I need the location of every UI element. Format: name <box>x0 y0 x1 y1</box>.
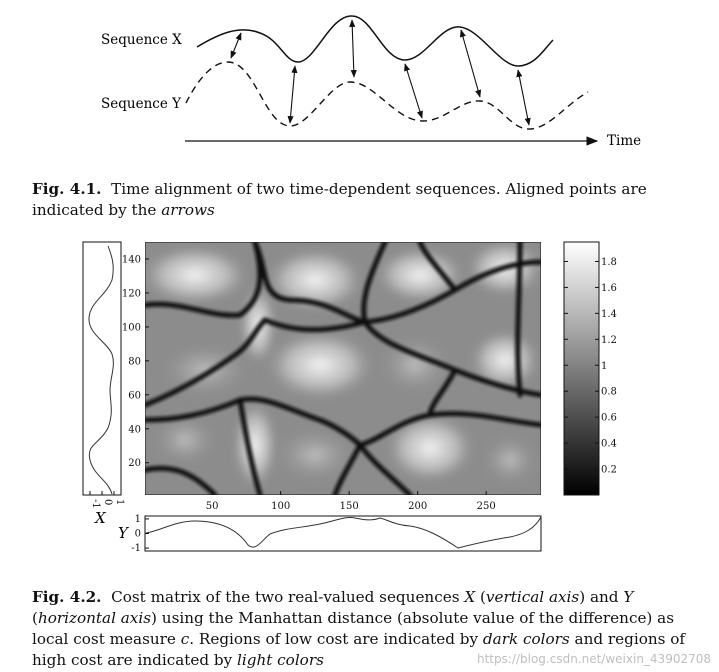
y-axis-label: Y <box>118 524 128 542</box>
colorbar <box>564 242 599 495</box>
figure-4-2-caption-part: dark colors <box>482 630 570 648</box>
heatmap-x-tick-label: 150 <box>339 501 359 512</box>
y-sequence-tick-label: 0 <box>134 528 141 540</box>
figure-4-2-caption-part: ) and <box>579 588 624 606</box>
figure-4-2-tag: Fig. 4.2. <box>32 588 102 606</box>
heatmap-x-tick-label: 50 <box>205 501 219 512</box>
colorbar-tick-label: 0.6 <box>601 412 617 424</box>
figure-4-1-tag: Fig. 4.1. <box>32 180 102 198</box>
y-sequence-tick-label: -1 <box>131 543 141 555</box>
heatmap-x-tick-label: 250 <box>476 501 496 512</box>
figure-4-2-caption-part: X <box>464 588 476 606</box>
figure-4-1-caption-italic: arrows <box>161 201 215 219</box>
figure-4-2-caption-part: and regions of high cost are indicated by <box>32 630 686 669</box>
figure-4-2-caption-part: vertical axis <box>485 588 580 606</box>
figure-4-2-caption-part: ( <box>475 588 486 606</box>
colorbar-tick-label: 0.4 <box>601 438 617 450</box>
x-sequence-tick-label: 0 <box>102 499 113 506</box>
heatmap-y-tick-label: 140 <box>121 254 141 266</box>
time-label: Time <box>607 133 642 149</box>
figure-4-1-caption-text: Time alignment of two time-dependent sequences. Aligned points are indicated by the <box>32 180 647 219</box>
colorbar-tick-label: 0.8 <box>601 386 617 398</box>
colorbar-tick-label: 1.4 <box>601 308 617 320</box>
colorbar-tick-label: 1.8 <box>601 256 617 268</box>
y-sequence-plot <box>145 516 541 551</box>
figure-4-2-caption-part: ) using the Manhattan distance (absolute value of the difference) as local cost measure <box>32 609 675 648</box>
figure-4-2-caption-part: Y <box>623 588 634 606</box>
heatmap-y-tick-label: 120 <box>121 288 141 300</box>
heatmap-y-tick-label: 80 <box>128 356 141 368</box>
heatmap-x-tick-label: 100 <box>271 501 291 512</box>
heatmap-y-tick-label: 60 <box>128 390 141 402</box>
figure-4-2-caption-part: c <box>180 630 190 648</box>
x-sequence-tick-label: -1 <box>90 499 101 509</box>
x-sequence-plot <box>83 242 121 495</box>
cost-matrix-heatmap <box>140 240 543 495</box>
colorbar-tick-label: 1.6 <box>601 282 617 294</box>
figure-4-2-caption-part: . Regions of low cost are indicated by <box>189 630 483 648</box>
watermark: https://blog.csdn.net/weixin_43902708 <box>476 652 711 666</box>
x-sequence-tick-label: 1 <box>114 499 125 506</box>
colorbar-tick-label: 1 <box>601 360 608 372</box>
heatmap-y-tick-label: 40 <box>128 424 141 436</box>
sequence-y-label: Sequence Y <box>101 96 182 112</box>
figure-4-2-caption-part: ( <box>32 609 38 627</box>
x-axis-label: X <box>95 509 106 527</box>
figure-4-2-caption-part: Cost matrix of the two real-valued sequences <box>111 588 465 606</box>
colorbar-tick-label: 0.2 <box>601 464 617 476</box>
figure-4-2-caption-part: horizontal axis <box>37 609 152 627</box>
heatmap-y-tick-label: 20 <box>128 458 141 470</box>
sequence-x-label: Sequence X <box>101 32 182 48</box>
heatmap-x-tick-label: 200 <box>408 501 428 512</box>
y-sequence-tick-label: 1 <box>134 513 141 525</box>
colorbar-tick-label: 1.2 <box>601 334 617 346</box>
figure-4-2-caption-part: light colors <box>237 651 324 669</box>
heatmap-y-tick-labels <box>122 254 149 469</box>
heatmap-y-tick-label: 100 <box>121 322 141 334</box>
